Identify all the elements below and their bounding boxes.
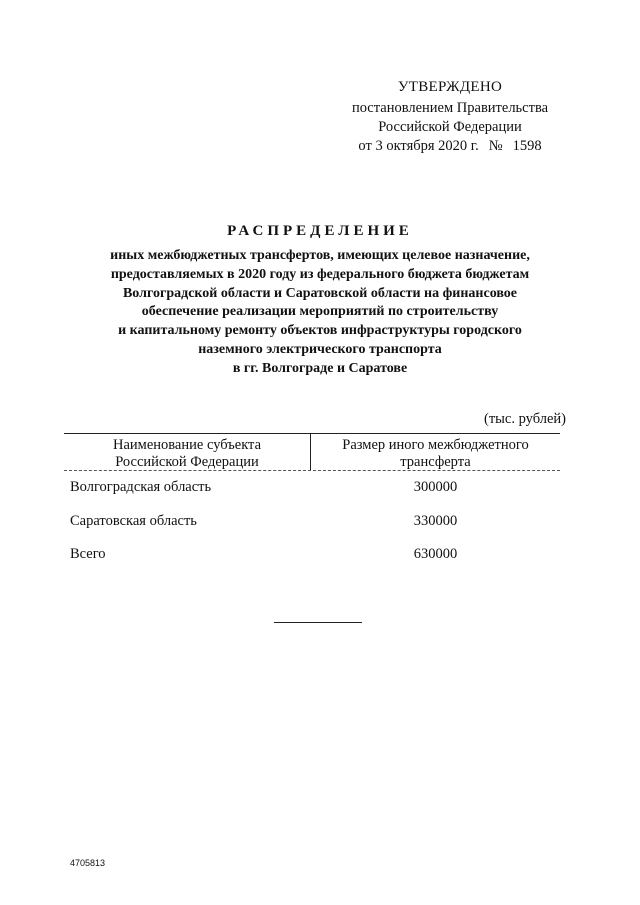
subtitle-line: и капитальному ремонту объектов инфраструктуры городского [118, 323, 522, 339]
subtitle-line: Волгоградской области и Саратовской области на финансовое [122, 285, 518, 301]
table-row [64, 479, 560, 499]
approval-date-line [330, 137, 570, 156]
row-amount: 300000 [413, 479, 458, 495]
row-subject: Саратовская область [70, 513, 197, 529]
document-subtitle [80, 247, 560, 379]
approval-line-2: Российской Федерации [378, 119, 522, 135]
subtitle-line: предоставляемых в 2020 году из федерального бюджета бюджетам [110, 266, 530, 282]
header-bottom-rule [64, 470, 560, 471]
approval-number: 1598 [512, 138, 542, 154]
table-row [64, 513, 560, 533]
column-header-amount [311, 437, 560, 471]
column-header-line: Российской Федерации [115, 454, 259, 470]
column-header-subject [64, 437, 310, 471]
approved-stamp: УТВЕРЖДЕНО [397, 79, 503, 95]
row-amount: 330000 [413, 513, 458, 529]
column-header-line: Наименование субъекта [112, 437, 262, 453]
document-code: 4705813 [70, 858, 106, 868]
end-rule [274, 622, 362, 623]
row-subject: Волгоградская область [70, 479, 212, 495]
row-amount: 630000 [413, 546, 458, 562]
table-row-total [64, 546, 560, 566]
approval-date: от 3 октября 2020 г. [358, 138, 479, 154]
subtitle-line: иных межбюджетных трансфертов, имеющих целевое назначение, [110, 248, 530, 263]
document-heading: РАСПРЕДЕЛЕНИЕ [227, 223, 413, 239]
approval-line-1: постановлением Правительства [351, 100, 549, 116]
column-header-line: Размер иного межбюджетного [342, 437, 529, 453]
subtitle-line: в гг. Волгограде и Саратове [232, 360, 408, 376]
row-subject: Всего [70, 546, 106, 562]
approval-block [330, 78, 570, 156]
number-sign: № [488, 138, 503, 154]
subtitle-line: обеспечение реализации мероприятий по строительству [141, 304, 499, 320]
table-header [64, 433, 560, 471]
column-header-line: трансферта [400, 454, 471, 470]
units-label: (тыс. рублей) [484, 411, 566, 427]
subtitle-line: наземного электрического транспорта [198, 341, 442, 357]
